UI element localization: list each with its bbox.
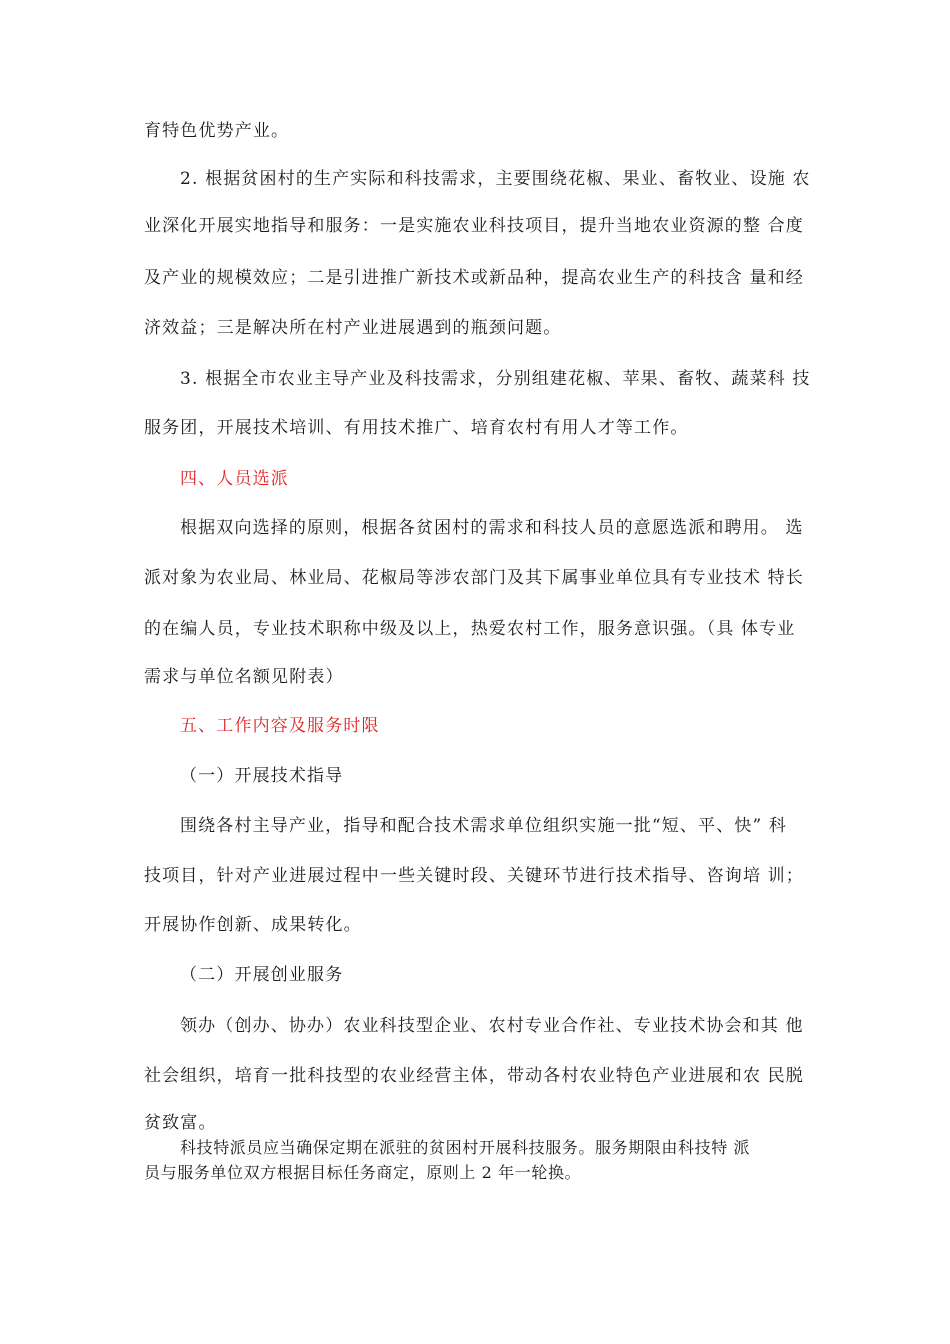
paragraph-2-line: 及产业的规模效应；二是引进推广新技术或新品种，提高农业生产的科技含 量和经 bbox=[144, 268, 804, 288]
section-heading: 四、人员选派 bbox=[180, 469, 289, 489]
paragraph-line: 技项目，针对产业进展过程中一些关键时段、关键环节进行技术指导、咨询培 训； bbox=[144, 866, 804, 886]
paragraph-line: 根据双向选择的原则，根据各贫困村的需求和科技人员的意愿选派和聘用。 选 bbox=[180, 518, 804, 538]
subsection-heading: （一）开展技术指导 bbox=[180, 766, 344, 786]
paragraph-line: 科技特派员应当确保定期在派驻的贫困村开展科技服务。服务期限由科技特 派 bbox=[180, 1138, 751, 1157]
paragraph-3-line: 服务团，开展技术培训、有用技术推广、培育农村有用人才等工作。 bbox=[144, 418, 689, 438]
text-line: 育特色优势产业。 bbox=[144, 121, 290, 141]
paragraph-line: 需求与单位名额见附表） bbox=[144, 667, 344, 687]
paragraph-line: 开展协作创新、成果转化。 bbox=[144, 915, 362, 935]
paragraph-3-line: 3. 根据全市农业主导产业及科技需求，分别组建花椒、苹果、畜牧、蔬菜科 技 bbox=[180, 369, 811, 389]
paragraph-2-line: 业深化开展实地指导和服务：一是实施农业科技项目，提升当地农业资源的整 合度 bbox=[144, 216, 804, 236]
paragraph-line: 的在编人员，专业技术职称中级及以上，热爱农村工作，服务意识强。（具 体专业 bbox=[144, 619, 796, 639]
subsection-heading: （二）开展创业服务 bbox=[180, 965, 344, 985]
paragraph-line: 围绕各村主导产业，指导和配合技术需求单位组织实施一批“短、平、快” 科 bbox=[180, 816, 788, 836]
paragraph-line: 社会组织，培育一批科技型的农业经营主体，带动各村农业特色产业进展和农 民脱 bbox=[144, 1066, 804, 1086]
paragraph-2-line: 济效益；三是解决所在村产业进展遇到的瓶颈问题。 bbox=[144, 318, 562, 338]
paragraph-line: 贫致富。 bbox=[144, 1113, 217, 1133]
paragraph-2-line: 2. 根据贫困村的生产实际和科技需求，主要围绕花椒、果业、畜牧业、设施 农 bbox=[180, 169, 811, 189]
paragraph-line: 领办（创办、协办）农业科技型企业、农村专业合作社、专业技术协会和其 他 bbox=[180, 1016, 804, 1036]
paragraph-line: 员与服务单位双方根据目标任务商定，原则上 2 年一轮换。 bbox=[144, 1163, 582, 1182]
section-heading: 五、工作内容及服务时限 bbox=[180, 716, 380, 736]
paragraph-line: 派对象为农业局、林业局、花椒局等涉农部门及其下属事业单位具有专业技术 特长 bbox=[144, 568, 804, 588]
